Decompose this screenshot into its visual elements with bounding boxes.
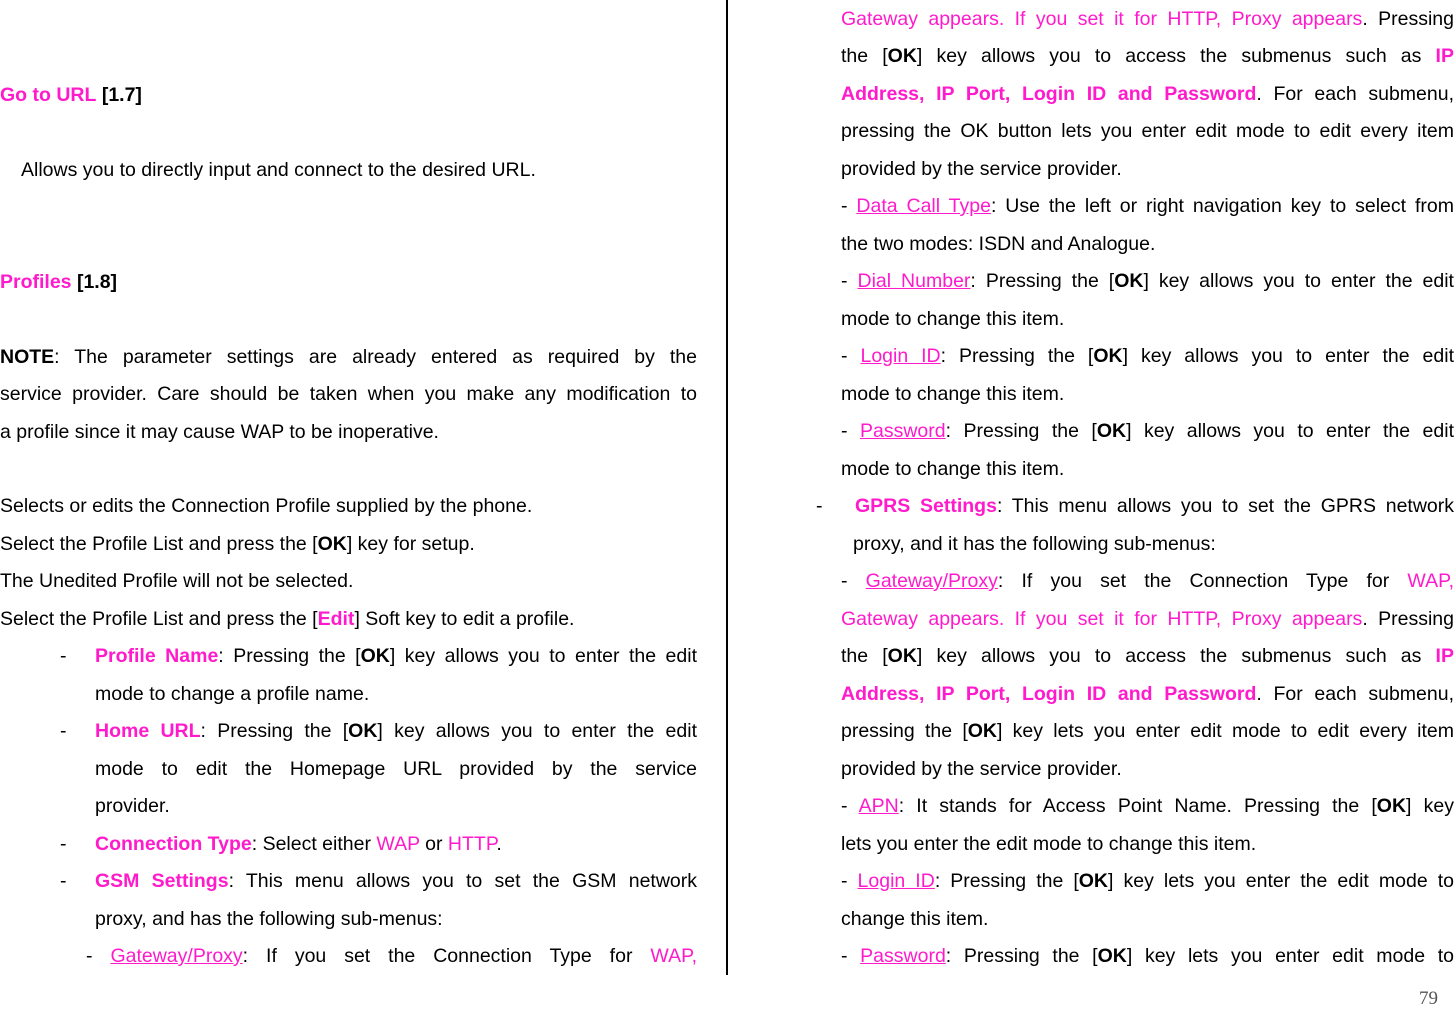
r-line-17: Gateway appears. If you set it for HTTP, Proxy appears. Pressing xyxy=(841,608,1454,630)
r-line-15: proxy, and it has the following sub-menus: xyxy=(853,533,1216,555)
r-line-19: Address, IP Port, Login ID and Password. For each submenu, xyxy=(841,683,1454,705)
conn-type-line: Connection Type: Select either WAP or HTTP. xyxy=(95,833,502,855)
home-url-title: Home URL xyxy=(95,720,201,742)
dial-number-link: Dial Number xyxy=(857,270,971,292)
r-line-9: mode to change this item. xyxy=(841,308,1065,330)
gsm-gateway-line: - Gateway/Proxy: If you set the Connection Type for WAP, xyxy=(86,945,697,967)
profile-name-dash: - xyxy=(60,645,67,667)
r-line-20: pressing the [OK] key lets you enter edit mode to edit every item xyxy=(841,720,1454,742)
profiles-number: [1.8] xyxy=(76,271,118,293)
column-divider xyxy=(726,0,728,975)
note-line-1: NOTE: The parameter settings are already entered as required by the xyxy=(0,346,697,368)
r-line-14: GPRS Settings: This menu allows you to set the GPRS network xyxy=(855,495,1454,517)
r-line-16: - Gateway/Proxy: If you set the Connection Type for WAP, xyxy=(841,570,1454,592)
r-line-2: the [OK] key allows you to access the submenus such as IP xyxy=(841,45,1454,67)
r-line-25: change this item. xyxy=(841,908,989,930)
r-line-7: the two modes: ISDN and Analogue. xyxy=(841,233,1156,255)
r-line-13: mode to change this item. xyxy=(841,458,1065,480)
r-line-10: - Login ID: Pressing the [OK] key allows you to enter the edit xyxy=(841,345,1454,367)
gprs-settings-title: GPRS Settings xyxy=(855,495,997,517)
profiles-heading xyxy=(0,263,697,301)
gsm-line-1: GSM Settings: This menu allows you to set the GSM network xyxy=(95,870,697,892)
r-line-24: - Login ID: Pressing the [OK] key lets you enter the edit mode to xyxy=(841,870,1454,892)
r-line-4: pressing the OK button lets you enter edit mode to edit every item xyxy=(841,120,1454,142)
gateway-proxy-link: Gateway/Proxy xyxy=(110,945,243,967)
goto-url-number: [1.7] xyxy=(101,84,142,106)
password-link: Password xyxy=(859,420,946,442)
r-line-1: Gateway appears. If you set it for HTTP, Proxy appears. Pressing xyxy=(841,8,1454,30)
note-line-3: a profile since it may cause WAP to be inoperative. xyxy=(0,421,439,443)
select-line-4: Select the Profile List and press the [Edit] Soft key to edit a profile. xyxy=(0,608,575,630)
gsm-line-2: proxy, and has the following sub-menus: xyxy=(95,908,443,930)
gprs-gateway-link: Gateway/Proxy xyxy=(865,570,998,592)
goto-url-desc: Allows you to directly input and connect to the desired URL. xyxy=(21,159,536,181)
conn-type-title: Connection Type xyxy=(95,833,252,855)
page-number: 79 xyxy=(1419,988,1438,1009)
goto-url-title: Go to URL xyxy=(0,84,97,106)
goto-url-heading xyxy=(0,76,697,114)
home-url-line-1: Home URL: Pressing the [OK] key allows you to enter the edit xyxy=(95,720,697,742)
gprs-dash: - xyxy=(816,495,823,517)
apn-link: APN xyxy=(858,795,899,817)
gprs-login-id-link: Login ID xyxy=(857,870,935,892)
r-line-11: mode to change this item. xyxy=(841,383,1065,405)
select-line-1: Selects or edits the Connection Profile supplied by the phone. xyxy=(0,495,533,517)
profile-name-line-2: mode to change a profile name. xyxy=(95,683,370,705)
r-line-26: - Password: Pressing the [OK] key lets you enter edit mode to xyxy=(841,945,1454,967)
ok-key: OK xyxy=(317,533,347,555)
r-line-3: Address, IP Port, Login ID and Password. For each submenu, xyxy=(841,83,1454,105)
r-line-5: provided by the service provider. xyxy=(841,158,1122,180)
conn-type-dash: - xyxy=(60,833,67,855)
home-url-dash: - xyxy=(60,720,67,742)
select-line-3: The Unedited Profile will not be selected. xyxy=(0,570,354,592)
profiles-title: Profiles xyxy=(0,271,72,293)
r-line-23: lets you enter the edit mode to change this item. xyxy=(841,833,1257,855)
profile-name-line-1: Profile Name: Pressing the [OK] key allows you to enter the edit xyxy=(95,645,697,667)
r-line-21: provided by the service provider. xyxy=(841,758,1122,780)
select-line-2: Select the Profile List and press the [OK] key for setup. xyxy=(0,533,475,555)
r-line-18: the [OK] key allows you to access the submenus such as IP xyxy=(841,645,1454,667)
gsm-dash: - xyxy=(60,870,67,892)
data-call-type-link: Data Call Type xyxy=(856,195,991,217)
profile-name-title: Profile Name xyxy=(95,645,219,667)
note-label: NOTE xyxy=(0,346,55,368)
gsm-title: GSM Settings xyxy=(95,870,229,892)
home-url-line-2: mode to edit the Homepage URL provided by the service xyxy=(95,758,697,780)
edit-key: Edit xyxy=(317,608,355,630)
home-url-line-3: provider. xyxy=(95,795,170,817)
r-line-6: - Data Call Type: Use the left or right navigation key to select from xyxy=(841,195,1454,217)
r-line-8: - Dial Number: Pressing the [OK] key allows you to enter the edit xyxy=(841,270,1454,292)
r-line-12: - Password: Pressing the [OK] key allows you to enter the edit xyxy=(841,420,1454,442)
gprs-password-link: Password xyxy=(860,945,946,967)
note-line-2: service provider. Care should be taken when you make any modification to xyxy=(0,383,697,405)
r-line-22: - APN: It stands for Access Point Name. Pressing the [OK] key xyxy=(841,795,1454,817)
login-id-link: Login ID xyxy=(860,345,941,367)
